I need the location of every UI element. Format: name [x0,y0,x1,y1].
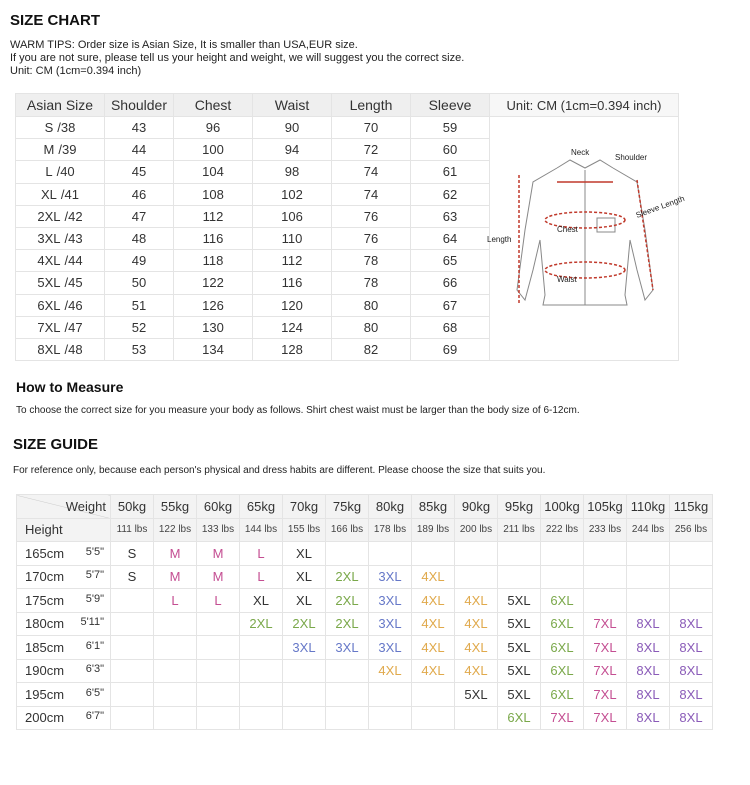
unit-label: Unit: CM (1cm=0.394 inch) [490,94,679,117]
size-guide-cell: 7XL [541,706,584,730]
size-chart-value-cell: 78 [332,250,411,272]
size-chart-value-cell: 120 [253,294,332,316]
size-guide-cell [541,542,584,566]
size-guide-cell [111,589,154,613]
height-ft: 6'1" [85,639,104,652]
eu-size-label: /41 [60,186,79,202]
size-guide-cell [197,659,240,683]
size-chart-value-cell: 76 [332,205,411,227]
size-guide-cell: 4XL [455,636,498,660]
size-guide-cell: 5XL [498,636,541,660]
size-guide-cell: 8XL [670,636,713,660]
weight-lbs-cell: 155 lbs [283,518,326,542]
size-label: 5XL [37,275,61,291]
size-guide-cell [154,706,197,730]
size-guide-cell: 8XL [627,636,670,660]
height-cm: 175cm [25,592,65,608]
weight-lbs-cell: 233 lbs [584,518,627,542]
size-chart-value-cell: 63 [411,205,490,227]
size-guide-cell: 6XL [541,636,584,660]
size-chart-value-cell: 116 [253,272,332,294]
size-guide-cell: 2XL [326,612,369,636]
size-guide-cell: 4XL [412,636,455,660]
size-chart-value-cell: 112 [253,250,332,272]
size-guide-cell: 5XL [498,683,541,707]
size-guide-cell [455,542,498,566]
size-guide-cell [111,659,154,683]
size-guide-cell [584,542,627,566]
size-label: 7XL [37,319,61,335]
weight-lbs-cell: 166 lbs [326,518,369,542]
size-chart-size-cell [16,250,105,272]
size-guide-row [17,636,713,660]
how-to-measure-text: To choose the correct size for you measure your body as follows. Shirt chest waist must be larger than the body size of 6-12cm. [16,405,580,416]
tip-line-1: WARM TIPS: Order size is Asian Size, It is smaller than USA,EUR size. [10,39,358,51]
height-ft: 5'9" [85,592,104,605]
size-guide-cell [498,542,541,566]
size-guide-cell [326,706,369,730]
size-guide-cell: 6XL [541,683,584,707]
size-label: XL [41,186,57,202]
size-chart-value-cell: 82 [332,338,411,360]
weight-kg-cell: 95kg [498,495,541,519]
size-guide-row [17,565,713,589]
size-chart-value-cell: 64 [411,227,490,249]
size-guide-cell [455,565,498,589]
height-cm: 170cm [25,569,65,585]
size-guide-cell: XL [240,589,283,613]
weight-kg-cell: 50kg [111,495,154,519]
size-guide-cell [627,589,670,613]
size-chart-value-cell: 94 [253,139,332,161]
size-chart-value-cell: 70 [332,117,411,139]
weight-kg-cell: 65kg [240,495,283,519]
size-guide-cell [197,683,240,707]
height-cell [17,636,111,660]
size-chart-value-cell: 53 [105,338,174,360]
eu-size-label: /45 [64,275,83,291]
size-guide-cell: S [111,565,154,589]
size-guide-cell: 7XL [584,612,627,636]
tip-line-3: Unit: CM (1cm=0.394 inch) [10,65,142,77]
size-chart-value-cell: 108 [174,183,253,205]
weight-kg-cell: 60kg [197,495,240,519]
length-label: Length [487,235,512,244]
eu-size-label: /44 [64,253,83,269]
height-cm: 165cm [25,545,65,561]
size-guide-cell: 8XL [627,659,670,683]
size-guide-cell [541,565,584,589]
size-guide-cell [412,683,455,707]
size-chart-value-cell: 126 [174,294,253,316]
size-guide-cell: 2XL [283,612,326,636]
size-guide-cell: 5XL [498,659,541,683]
size-guide-cell [197,706,240,730]
size-guide-cell: XL [283,565,326,589]
size-guide-cell [154,683,197,707]
size-chart-value-cell: 59 [411,117,490,139]
size-guide-cell [584,589,627,613]
size-guide-title: SIZE GUIDE [13,436,99,453]
size-guide-cell: 4XL [455,659,498,683]
size-guide-cell: L [240,542,283,566]
size-guide-cell [369,706,412,730]
size-chart-size-cell [16,117,105,139]
size-guide-cell: 4XL [455,589,498,613]
header-sleeve: Sleeve [411,94,490,117]
size-chart-size-cell [16,227,105,249]
height-ft: 5'7" [85,569,104,582]
size-chart-value-cell: 134 [174,338,253,360]
chest-label: Chest [557,225,578,234]
weight-lbs-cell: 222 lbs [541,518,584,542]
weight-lbs-cell: 211 lbs [498,518,541,542]
size-guide-row [17,542,713,566]
size-guide-cell: 2XL [326,565,369,589]
size-guide-cell: 5XL [498,612,541,636]
size-guide-cell [240,706,283,730]
height-cell [17,589,111,613]
warm-tips [10,39,464,78]
size-guide-cell [111,683,154,707]
size-label: 4XL [37,253,61,269]
size-chart-value-cell: 98 [253,161,332,183]
weight-kg-cell: 75kg [326,495,369,519]
height-cm: 185cm [25,639,65,655]
size-guide-cell [154,612,197,636]
weight-label: Weight [17,495,111,519]
size-guide-row [17,589,713,613]
size-chart-size-cell [16,139,105,161]
weight-kg-cell: 115kg [670,495,713,519]
waist-label: Waist [557,275,577,284]
size-chart-value-cell: 61 [411,161,490,183]
weight-kg-cell: 55kg [154,495,197,519]
weight-lbs-cell: 189 lbs [412,518,455,542]
size-guide-cell: 8XL [627,683,670,707]
size-guide-cell: 3XL [369,612,412,636]
size-chart-value-cell: 130 [174,316,253,338]
size-guide-cell [240,636,283,660]
size-chart-value-cell: 74 [332,161,411,183]
size-label: M [43,142,55,158]
shoulder-label: Shoulder [615,153,648,162]
size-chart-value-cell: 47 [105,205,174,227]
size-chart-value-cell: 124 [253,316,332,338]
weight-kg-cell: 105kg [584,495,627,519]
size-guide-cell [670,565,713,589]
size-guide-cell: L [240,565,283,589]
size-chart-size-cell [16,205,105,227]
size-chart-size-cell [16,272,105,294]
size-chart-value-cell: 74 [332,183,411,205]
size-chart-value-cell: 62 [411,183,490,205]
height-ft: 6'5" [85,686,104,699]
size-guide-row [17,612,713,636]
weight-lbs-cell: 178 lbs [369,518,412,542]
height-label: Height [17,518,111,542]
size-guide-cell: XL [283,589,326,613]
size-guide-cell: 3XL [326,636,369,660]
height-cell [17,683,111,707]
size-chart-size-cell [16,294,105,316]
size-guide-cell: 4XL [412,612,455,636]
size-label: 2XL [37,208,61,224]
size-guide-cell: 8XL [670,706,713,730]
sleeve-length-label: Sleeve Length [634,193,686,220]
size-chart-value-cell: 122 [174,272,253,294]
size-guide-cell [240,659,283,683]
size-guide-cell [627,565,670,589]
size-chart-value-cell: 104 [174,161,253,183]
size-chart-value-cell: 66 [411,272,490,294]
size-guide-cell: 3XL [369,589,412,613]
size-guide-cell: L [197,589,240,613]
height-cell [17,565,111,589]
height-ft: 5'11" [80,616,104,629]
size-guide-cell [670,589,713,613]
size-chart-value-cell: 106 [253,205,332,227]
size-chart-value-cell: 128 [253,338,332,360]
size-guide-cell: 4XL [369,659,412,683]
size-chart-value-cell: 43 [105,117,174,139]
size-guide-cell [154,659,197,683]
size-guide-row [17,683,713,707]
weight-kg-cell: 80kg [369,495,412,519]
size-guide-cell: M [154,565,197,589]
eu-size-label: /39 [58,142,77,158]
height-cell [17,542,111,566]
size-guide-cell [111,636,154,660]
size-guide-cell: S [111,542,154,566]
size-guide-cell: 4XL [455,612,498,636]
eu-size-label: /48 [64,341,83,357]
size-chart-size-cell [16,316,105,338]
size-chart-value-cell: 102 [253,183,332,205]
size-guide-cell: 3XL [369,565,412,589]
eu-size-label: /46 [64,297,83,313]
eu-size-label: /40 [56,164,75,180]
size-guide-cell: M [154,542,197,566]
size-guide-cell [326,683,369,707]
size-chart-value-cell: 52 [105,316,174,338]
size-guide-cell: 3XL [369,636,412,660]
header-length: Length [332,94,411,117]
size-chart-value-cell: 76 [332,227,411,249]
size-label: 3XL [37,231,61,247]
size-chart-value-cell: 72 [332,139,411,161]
size-guide-cell: 7XL [584,706,627,730]
height-ft: 5'5" [85,545,104,558]
size-chart-value-cell: 49 [105,250,174,272]
size-guide-cell: L [154,589,197,613]
size-chart-value-cell: 116 [174,227,253,249]
size-guide-row [17,706,713,730]
size-guide-cell [154,636,197,660]
size-guide-cell [455,706,498,730]
weight-lbs-cell: 111 lbs [111,518,154,542]
size-chart-value-cell: 65 [411,250,490,272]
size-chart-value-cell: 118 [174,250,253,272]
size-chart-title: SIZE CHART [10,12,100,29]
header-asian-size: Asian Size [16,94,105,117]
size-guide-cell [326,659,369,683]
size-guide-cell [670,542,713,566]
height-cell [17,659,111,683]
weight-lbs-cell: 144 lbs [240,518,283,542]
height-ft: 6'7" [85,710,104,723]
height-cm: 200cm [25,710,65,726]
size-guide-cell: 8XL [670,659,713,683]
size-guide-cell [283,706,326,730]
size-guide-cell [240,683,283,707]
size-guide-cell: XL [283,542,326,566]
size-guide-cell [412,706,455,730]
size-chart-value-cell: 90 [253,117,332,139]
size-guide-cell: 6XL [541,589,584,613]
height-cm: 190cm [25,663,65,679]
size-label: L [45,164,53,180]
size-chart-value-cell: 51 [105,294,174,316]
size-guide-cell: M [197,542,240,566]
neck-label: Neck [571,148,590,157]
weight-lbs-cell: 133 lbs [197,518,240,542]
size-chart-value-cell: 69 [411,338,490,360]
size-chart-size-cell [16,183,105,205]
size-chart-value-cell: 68 [411,316,490,338]
weight-lbs-cell: 200 lbs [455,518,498,542]
size-guide-cell [412,542,455,566]
shirt-measurement-diagram [485,120,686,345]
size-guide-cell: 8XL [627,612,670,636]
weight-kg-cell: 100kg [541,495,584,519]
size-guide-cell [369,542,412,566]
size-chart-value-cell: 80 [332,316,411,338]
size-guide-cell: 8XL [627,706,670,730]
height-cell [17,612,111,636]
eu-size-label: /43 [64,231,83,247]
eu-size-label: /38 [57,120,76,136]
size-guide-cell: 4XL [412,659,455,683]
size-guide-text: For reference only, because each person's physical and dress habits are different. Please choose the size that suits you. [13,465,546,476]
weight-kg-cell: 90kg [455,495,498,519]
how-to-measure-title: How to Measure [16,379,124,395]
size-guide-cell [627,542,670,566]
header-waist: Waist [253,94,332,117]
size-guide-cell: 6XL [541,659,584,683]
weight-kg-cell: 85kg [412,495,455,519]
size-guide-cell [111,706,154,730]
size-guide-cell [197,612,240,636]
size-chart-header-row [16,94,679,117]
size-label: 6XL [37,297,61,313]
size-guide-cell: 6XL [541,612,584,636]
eu-size-label: /42 [64,208,83,224]
weight-kg-cell: 70kg [283,495,326,519]
size-label: 8XL [37,341,61,357]
size-chart-value-cell: 67 [411,294,490,316]
size-guide-cell [369,683,412,707]
weight-lbs-cell: 244 lbs [627,518,670,542]
size-guide-cell [498,565,541,589]
size-guide-cell [283,683,326,707]
size-guide-cell [326,542,369,566]
size-guide-table [16,494,713,730]
size-chart-value-cell: 112 [174,205,253,227]
height-cell [17,706,111,730]
size-guide-cell: 3XL [283,636,326,660]
size-label: S [44,120,54,136]
size-guide-row [17,659,713,683]
size-guide-cell: 6XL [498,706,541,730]
size-chart-value-cell: 50 [105,272,174,294]
size-chart-size-cell [16,338,105,360]
size-guide-cell [111,612,154,636]
size-chart-value-cell: 96 [174,117,253,139]
size-guide-cell: 5XL [498,589,541,613]
size-guide-cell: 5XL [455,683,498,707]
size-guide-cell: 2XL [326,589,369,613]
size-chart-value-cell: 44 [105,139,174,161]
size-chart-value-cell: 45 [105,161,174,183]
size-chart-value-cell: 48 [105,227,174,249]
size-chart-value-cell: 78 [332,272,411,294]
size-guide-cell [283,659,326,683]
tip-line-2: If you are not sure, please tell us your height and weight, we will suggest you the correct size. [10,52,465,64]
size-chart-value-cell: 110 [253,227,332,249]
size-chart-value-cell: 46 [105,183,174,205]
size-chart-value-cell: 80 [332,294,411,316]
size-chart-size-cell [16,161,105,183]
weight-lbs-row [17,518,713,542]
height-cm: 180cm [25,616,65,632]
eu-size-label: /47 [64,319,83,335]
size-guide-cell: 4XL [412,565,455,589]
weight-header-row [17,495,713,519]
size-chart-value-cell: 100 [174,139,253,161]
size-guide-cell: M [197,565,240,589]
size-guide-cell: 2XL [240,612,283,636]
weight-kg-cell: 110kg [627,495,670,519]
size-guide-cell: 7XL [584,659,627,683]
weight-lbs-cell: 122 lbs [154,518,197,542]
height-ft: 6'3" [85,663,104,676]
size-guide-cell: 7XL [584,636,627,660]
size-guide-cell: 7XL [584,683,627,707]
height-cm: 195cm [25,686,65,702]
size-guide-cell: 4XL [412,589,455,613]
size-guide-cell: 8XL [670,683,713,707]
size-guide-cell [197,636,240,660]
weight-lbs-cell: 256 lbs [670,518,713,542]
size-guide-cell [584,565,627,589]
header-shoulder: Shoulder [105,94,174,117]
size-chart-value-cell: 60 [411,139,490,161]
header-chest: Chest [174,94,253,117]
size-guide-cell: 8XL [670,612,713,636]
